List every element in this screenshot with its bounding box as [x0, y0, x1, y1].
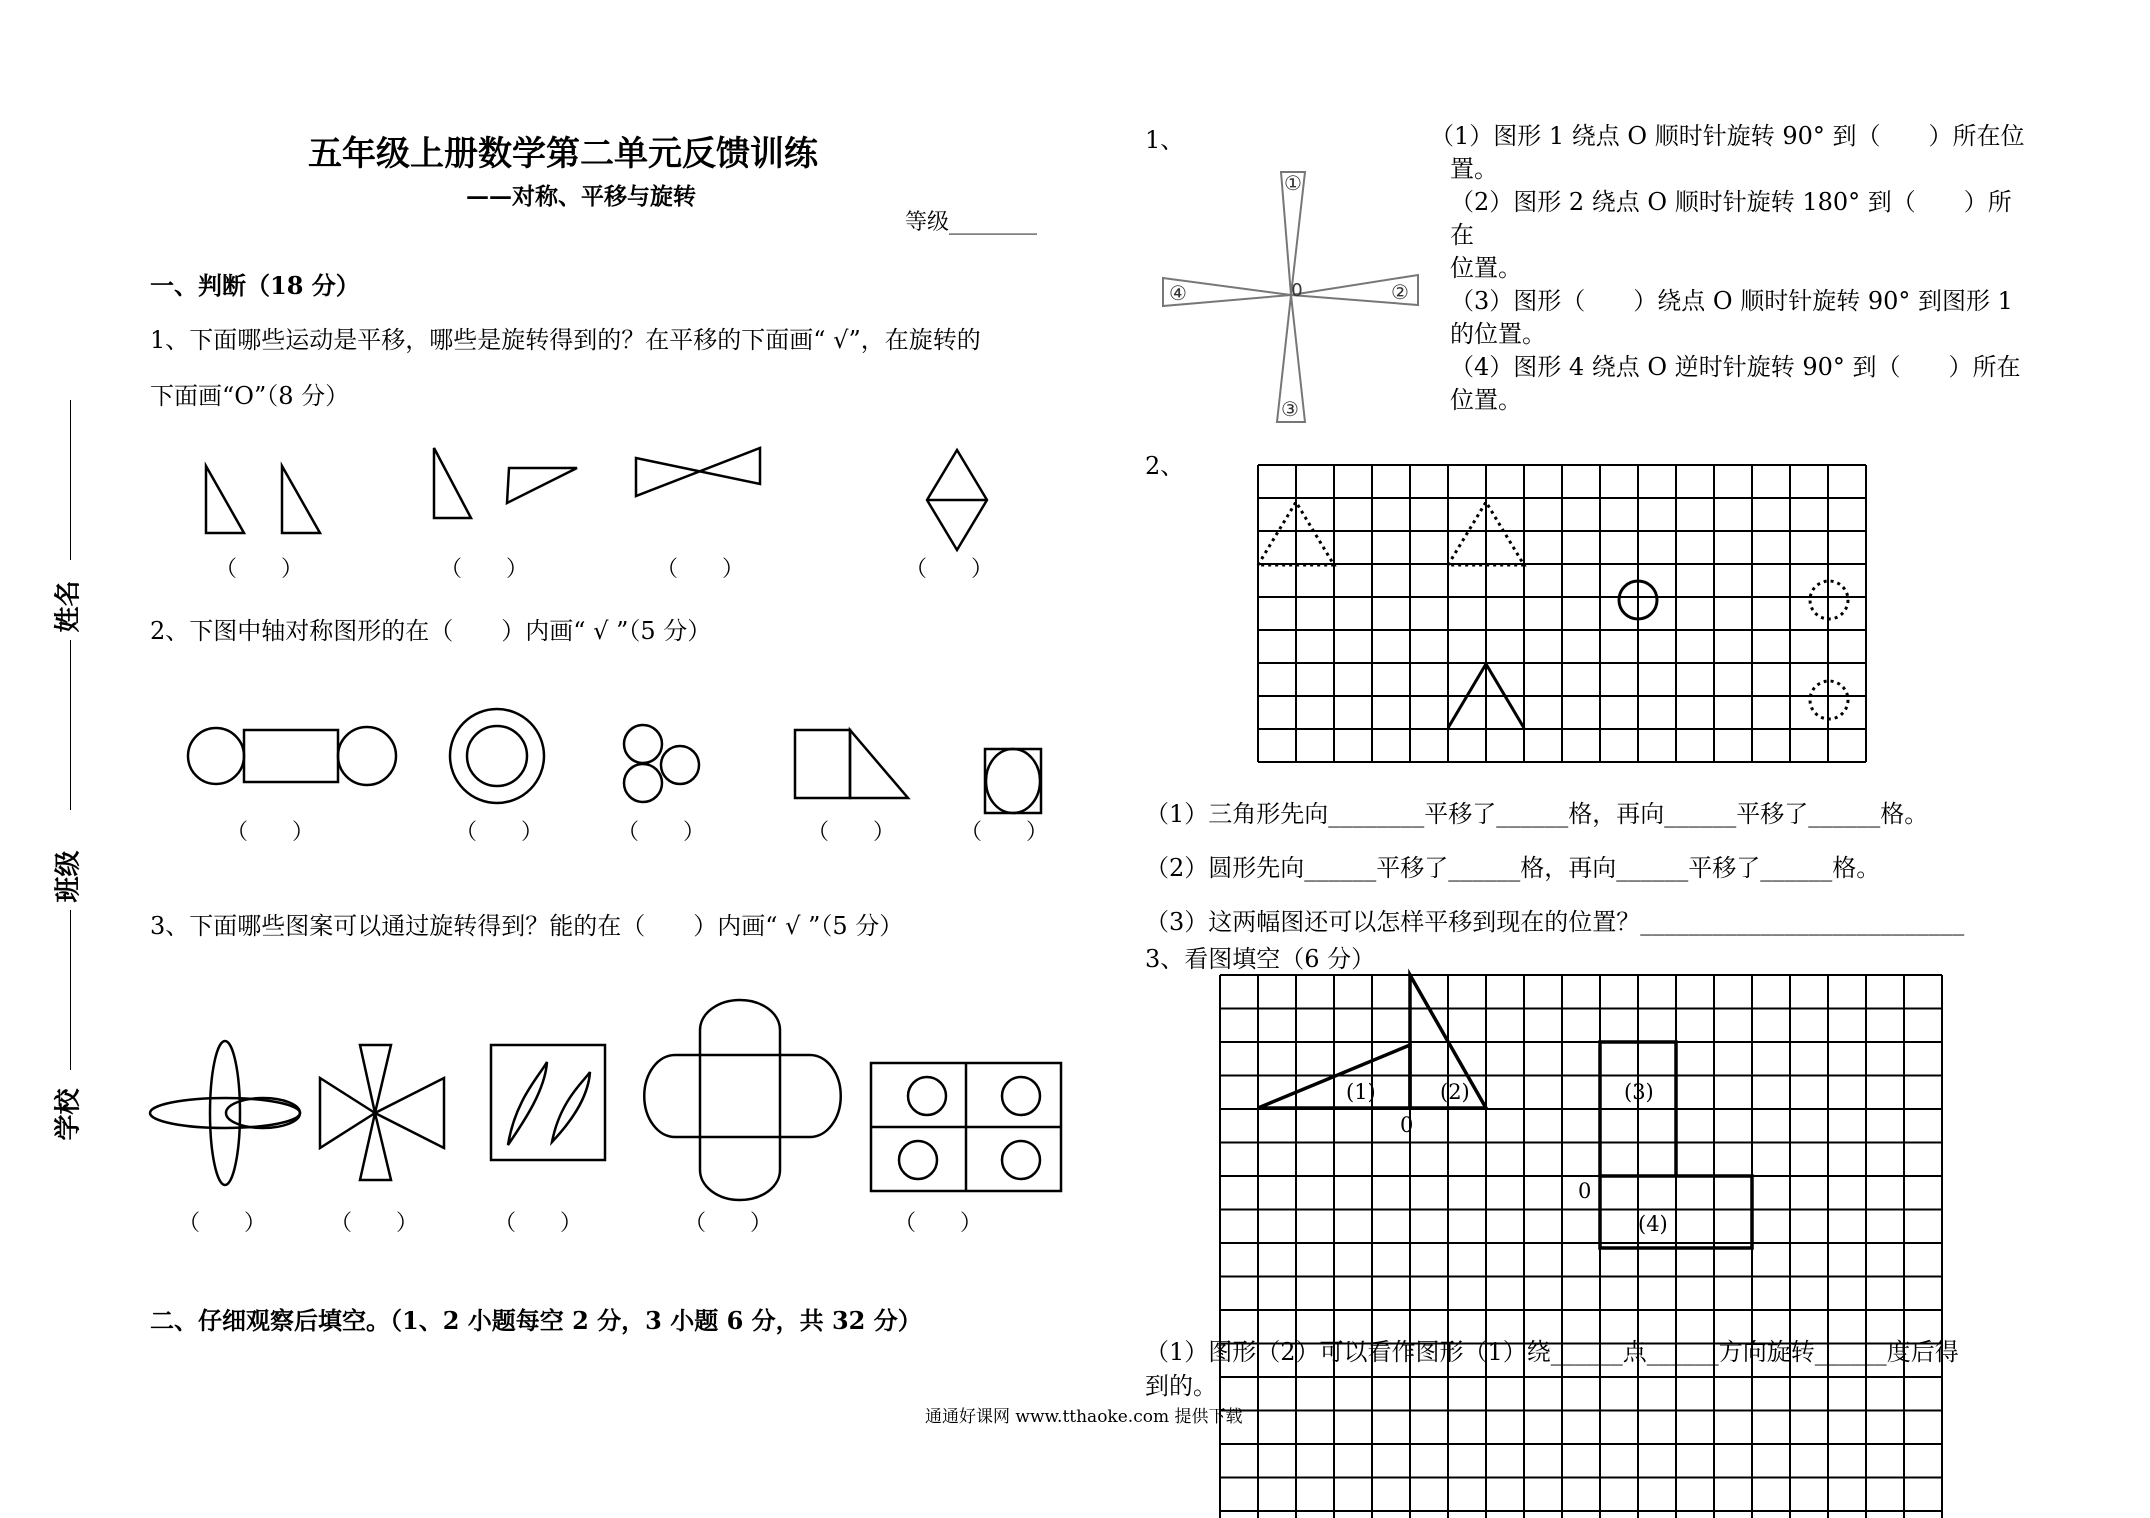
- q3-paren-2[interactable]: （ ）: [330, 1211, 419, 1236]
- q3-paren-1[interactable]: （ ）: [178, 1211, 267, 1236]
- q3-paren-5[interactable]: （ ）: [894, 1211, 983, 1236]
- q1-paren-2[interactable]: （ ）: [440, 557, 529, 582]
- right-q1-item-1: （1）图形 1 绕点 O 顺时针旋转 90° 到（ ）所在位: [1430, 122, 2025, 150]
- margin-school-label: 学校: [53, 1088, 84, 1141]
- right-q3-heading: 3、看图填空（6 分）: [1145, 945, 1376, 973]
- q2-paren-3[interactable]: （ ）: [617, 820, 706, 845]
- section2-heading: 二、仔细观察后填空。（1、2 小题每空 2 分，3 小题 6 分，共 32 分）: [150, 1306, 922, 1335]
- right-q1-item-2b: 在: [1450, 221, 1474, 249]
- right-q2-number: 2、: [1145, 452, 1185, 480]
- fan-label-1: ①: [1284, 171, 1302, 195]
- right-q2-item-1: （1）三角形先向________平移了______格，再向______平移了______格。: [1145, 800, 1929, 828]
- margin-name-label: 姓名: [53, 580, 84, 633]
- fan-label-2: ②: [1391, 280, 1409, 304]
- grade-label: 等级________: [905, 210, 1038, 235]
- grid3-label-4: (4): [1638, 1212, 1668, 1236]
- q2-paren-1[interactable]: （ ）: [226, 820, 315, 845]
- right-q2-item-2: （2）圆形先向______平移了______格，再向______平移了______格。: [1145, 854, 1881, 882]
- footer: 通通好课网 www.tthaoke.com 提供下载: [925, 1407, 1243, 1427]
- fan-label-4: ④: [1169, 281, 1187, 305]
- right-q3-item-1-line2: 到的。: [1145, 1372, 1217, 1400]
- right-q1-number: 1、: [1145, 126, 1185, 154]
- right-q1-item-2c: 位置。: [1450, 254, 1522, 282]
- q1-paren-3[interactable]: （ ）: [656, 557, 745, 582]
- q1-line1: 1、下面哪些运动是平移，哪些是旋转得到的？在平移的下面画“ √”，在旋转的: [150, 326, 981, 354]
- right-q1-item-1b: 置。: [1450, 155, 1498, 183]
- grid3-label-1: (1): [1346, 1080, 1376, 1104]
- grid3-label-o-a: 0: [1400, 1113, 1414, 1137]
- q1-paren-4[interactable]: （ ）: [905, 557, 994, 582]
- q3-text: 3、下面哪些图案可以通过旋转得到？能的在（ ）内画“ √ ”（5 分）: [150, 912, 904, 940]
- right-q3-item-1-line1: （1）图形（2）可以看作图形（1）绕______点______方向旋转______度后得: [1145, 1338, 1959, 1366]
- right-q1-item-4: （4）图形 4 绕点 O 逆时针旋转 90° 到（ ）所在: [1450, 353, 2021, 381]
- right-q1-item-3b: 的位置。: [1450, 320, 1546, 348]
- q2-paren-5[interactable]: （ ）: [960, 820, 1049, 845]
- fan-label-3: ③: [1281, 397, 1299, 421]
- right-q1-item-3: （3）图形（ ）绕点 O 顺时针旋转 90° 到图形 1: [1450, 287, 2013, 315]
- q2-paren-2[interactable]: （ ）: [455, 820, 544, 845]
- page-title: 五年级上册数学第二单元反馈训练: [308, 134, 818, 174]
- q2-paren-4[interactable]: （ ）: [807, 820, 896, 845]
- grid3-label-2: (2): [1440, 1080, 1470, 1104]
- q1-line2: 下面画“O”（8 分）: [150, 382, 350, 410]
- q3-paren-4[interactable]: （ ）: [684, 1211, 773, 1236]
- q3-paren-3[interactable]: （ ）: [494, 1211, 583, 1236]
- margin-class-label: 班级: [53, 850, 84, 903]
- right-q2-item-3: （3）这两幅图还可以怎样平移到现在的位置？___________________________: [1145, 908, 1965, 936]
- grid3-label-3: (3): [1624, 1080, 1654, 1104]
- q2-text: 2、下图中轴对称图形的在（ ）内画“ √ ”（5 分）: [150, 617, 712, 645]
- page-subtitle: ——对称、平移与旋转: [466, 183, 696, 210]
- right-q1-item-2: （2）图形 2 绕点 O 顺时针旋转 180° 到（ ）所: [1450, 188, 2012, 216]
- right-q1-item-4b: 位置。: [1450, 386, 1522, 414]
- q1-paren-1[interactable]: （ ）: [215, 557, 304, 582]
- grid3-label-o-b: 0: [1578, 1179, 1592, 1203]
- fan-label-o: 0: [1291, 280, 1303, 301]
- section1-heading: 一、判断（18 分）: [150, 271, 360, 300]
